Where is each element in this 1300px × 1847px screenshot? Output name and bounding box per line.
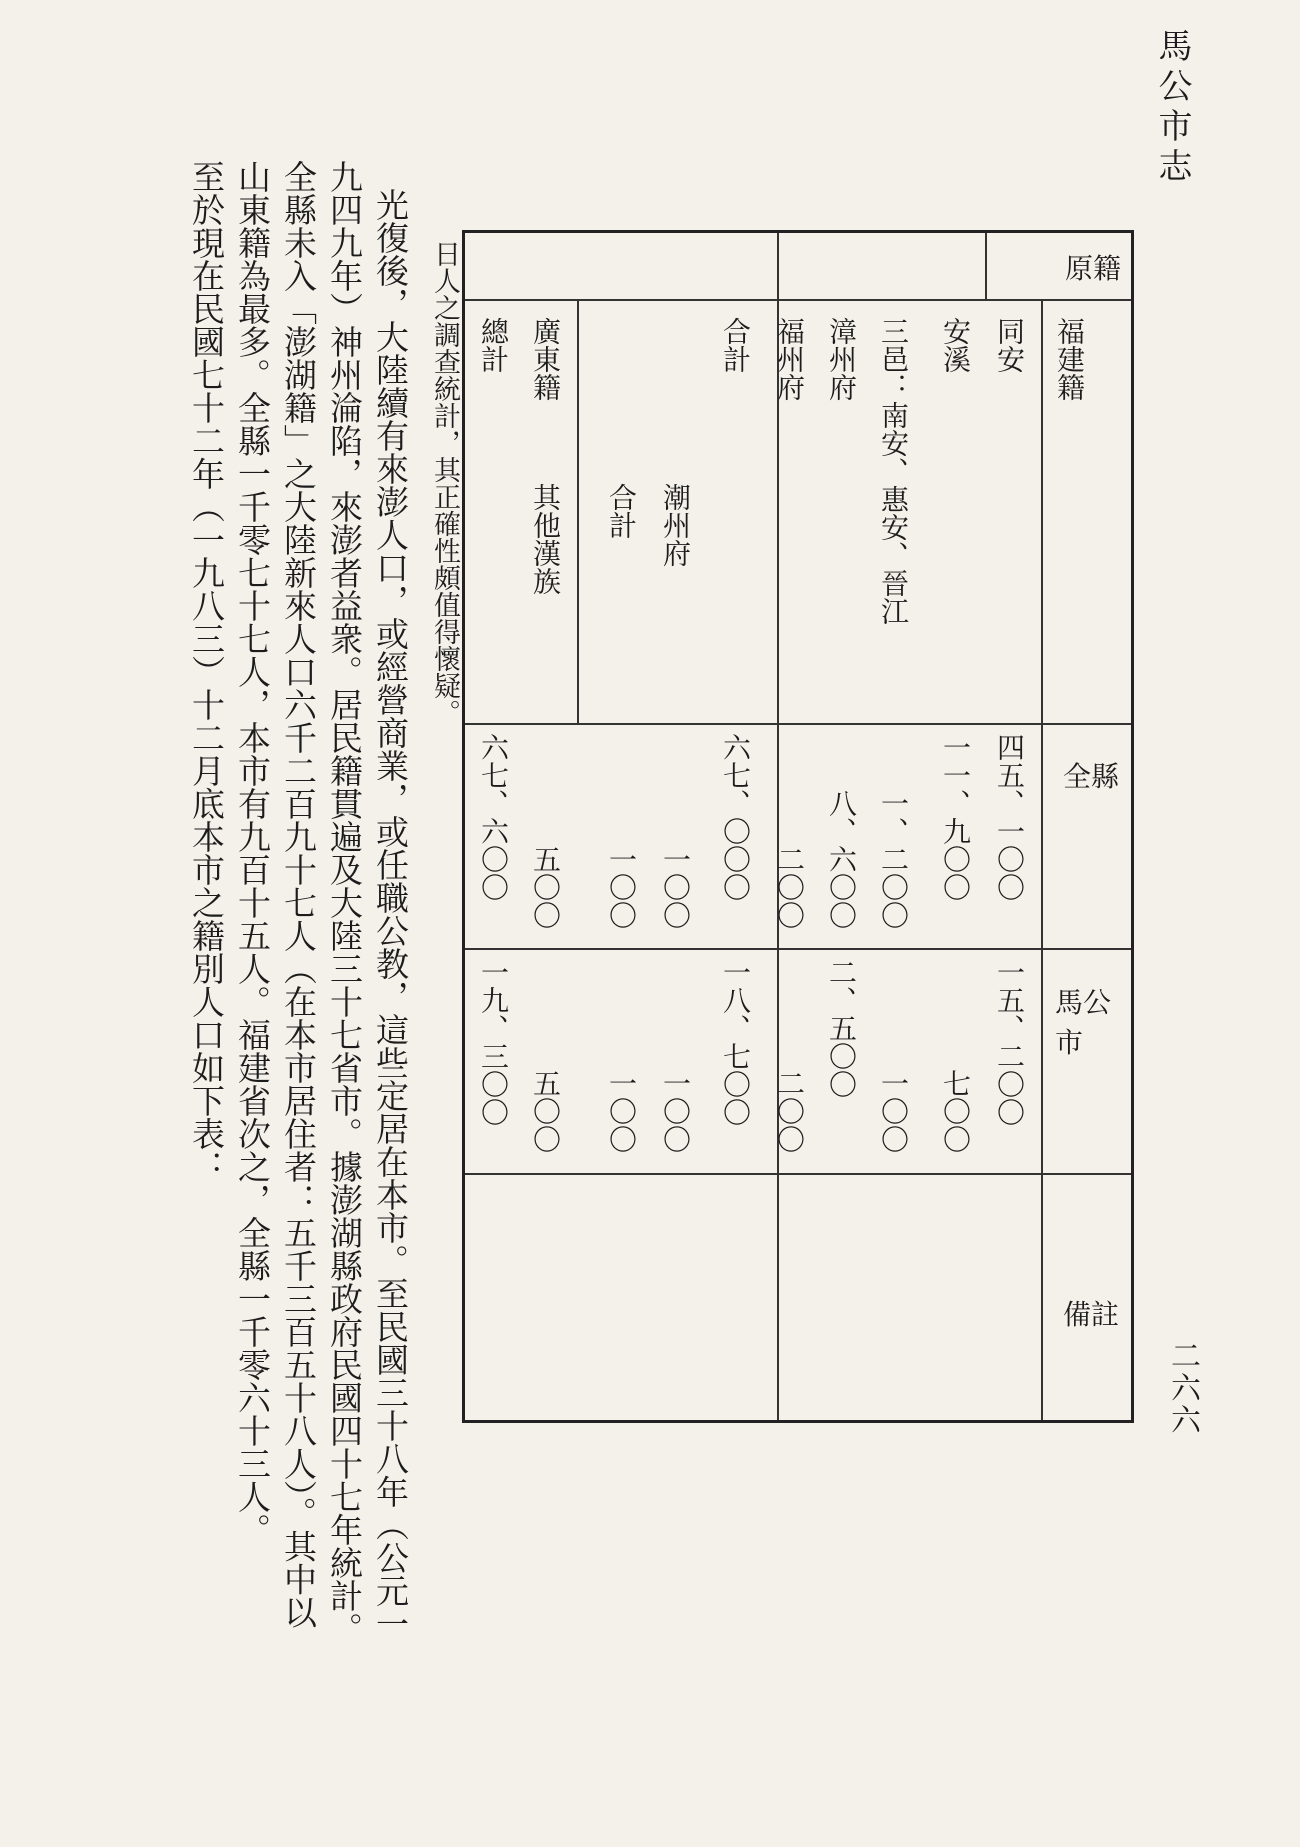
value-county-fujian-total: 六七、〇〇〇: [719, 733, 752, 901]
col-rule-1: [465, 723, 1131, 725]
row-name-guangdong-total: 合計: [605, 483, 638, 539]
value-city-fujian-total: 一八、七〇〇: [719, 958, 752, 1126]
value-county-sanyi: 一、二〇〇: [877, 789, 910, 929]
body-line-3: 全縣未入「澎湖籍」之大陸新來人口六千二百九十七人（在本市居住者：五千三百五十八人）。其中以: [279, 160, 318, 1629]
population-table: [462, 230, 1134, 1423]
group-label-guangdong: 廣東籍: [529, 317, 562, 401]
col-origin: 原籍: [1065, 252, 1122, 285]
header-cell-divider: [985, 233, 987, 299]
header-city: 馬公市: [1055, 986, 1112, 1059]
col-rule-3: [465, 1173, 1131, 1175]
header-row-rule: [465, 299, 1131, 301]
row-name-fujian-total: 合計: [719, 317, 752, 373]
row-name-other-han: 其他漢族: [529, 483, 562, 595]
value-city-chaozhou: 一〇〇: [659, 1069, 692, 1153]
row-name-zhangzhou: 漳州府: [825, 317, 858, 401]
row-name-sanyi: 三邑：南安、惠安、晉江: [877, 317, 910, 625]
group-divider-fujian: [1041, 299, 1043, 1420]
header-county: 全縣: [1063, 760, 1120, 793]
value-county-fuzhou: 二〇〇: [773, 845, 806, 929]
page-number: 二六六: [1165, 1340, 1200, 1436]
value-county-anxi: 一一、九〇〇: [939, 733, 972, 901]
value-city-anxi: 七〇〇: [939, 1069, 972, 1153]
group-label-fujian: 福建籍: [1053, 317, 1086, 401]
value-county-guangdong-total: 一〇〇: [605, 845, 638, 929]
survey-note: 日人之調查統計，其正確性頗值得懷疑。: [429, 240, 460, 726]
value-county-tongan: 四五、一〇〇: [993, 733, 1026, 901]
body-line-1: 光復後，大陸續有來澎人口，或經營商業，或任職公教，這些定居在本市。至民國三十八年（公元一: [371, 188, 410, 1640]
body-line-4: 山東籍為最多。全縣一千零七十七人，本市有九百十五人。福建省次之，全縣一千零六十三人。: [233, 160, 272, 1546]
row-name-chaozhou: 潮州府: [659, 483, 692, 567]
row-name-fuzhou: 福州府: [773, 317, 806, 401]
value-county-grand-total: 六七、六〇〇: [477, 733, 510, 901]
group-divider-guangdong: [577, 299, 579, 723]
value-city-other-han: 五〇〇: [529, 1069, 562, 1153]
value-city-zhangzhou: 二、五〇〇: [825, 958, 858, 1098]
value-county-chaozhou: 一〇〇: [659, 845, 692, 929]
value-city-sanyi: 一〇〇: [877, 1069, 910, 1153]
value-city-grand-total: 一九、三〇〇: [477, 958, 510, 1126]
body-line-5: 至於現在民國七十二年（一九八三）十二月底本市之籍別人口如下表：: [187, 160, 226, 1183]
value-county-other-han: 五〇〇: [529, 845, 562, 929]
row-name-anxi: 安溪: [939, 317, 972, 373]
value-city-guangdong-total: 一〇〇: [605, 1069, 638, 1153]
row-name-tongan: 同安: [993, 317, 1026, 373]
value-county-zhangzhou: 八、六〇〇: [825, 789, 858, 929]
header-remarks: 備註: [1063, 1298, 1120, 1331]
value-city-fuzhou: 二〇〇: [773, 1069, 806, 1153]
value-city-tongan: 一五、二〇〇: [993, 958, 1026, 1126]
col-rule-2: [465, 948, 1131, 950]
row-name-grand-total: 總計: [477, 317, 510, 373]
header-title: 馬公市志: [1152, 28, 1192, 188]
body-line-2: 九四九年）神州淪陷，來澎者益衆。居民籍貫遍及大陸三十七省市。據澎湖縣政府民國四十七年統計。: [325, 160, 364, 1645]
